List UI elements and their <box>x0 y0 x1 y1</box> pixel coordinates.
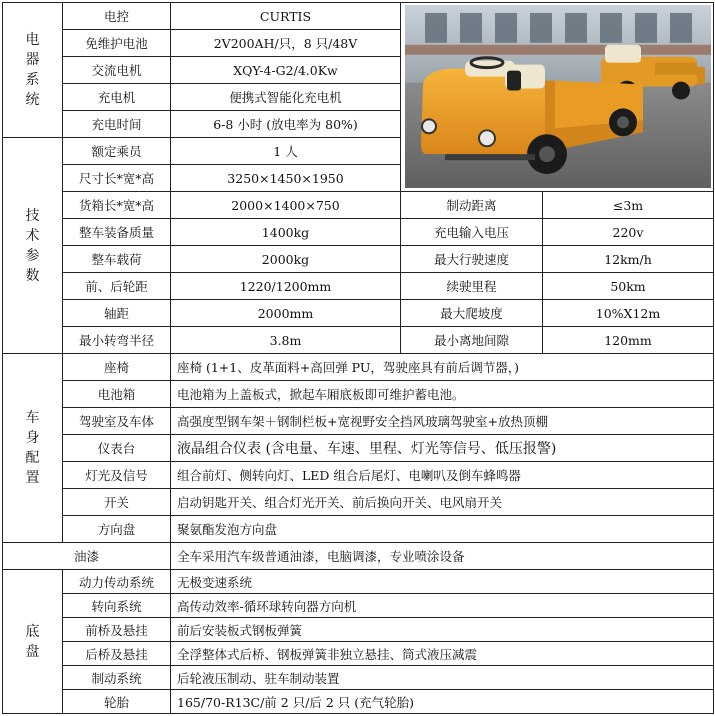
spec-value-2: 10%X12m <box>542 299 714 327</box>
spec-label-2: 最小离地间隙 <box>400 326 543 354</box>
spec-value: 聚氨酯发泡方向盘 <box>170 515 714 543</box>
spec-value: 电池箱为上盖板式，掀起车厢底板即可维护蓄电池。 <box>170 380 714 408</box>
spec-label: 电控 <box>62 2 171 30</box>
spec-label: 整车装备质量 <box>62 218 171 246</box>
spec-label: 充电时间 <box>62 110 171 138</box>
spec-label: 转向系统 <box>62 593 171 618</box>
spec-value: 1220/1200mm <box>170 272 401 300</box>
group-electrical-char: 电 <box>25 32 40 48</box>
spec-value: 3250×1450×1950 <box>170 164 401 192</box>
spec-label-2: 充电输入电压 <box>400 218 543 246</box>
group-technical-char: 参 <box>25 247 40 264</box>
spec-value: 1400kg <box>170 218 401 246</box>
spec-value: 全浮整体式后桥、钢板弹簧非独立悬挂、筒式液压减震 <box>170 641 714 666</box>
group-chassis-char: 底 <box>25 623 40 640</box>
spec-value: 高强度型钢车架＋钢制栏板+宽视野安全挡风玻璃驾驶室+放热顶棚 <box>170 407 714 435</box>
group-technical-char: 技 <box>25 207 40 224</box>
spec-value: XQY-4-G2/4.0Kw <box>170 56 401 84</box>
spec-value-2: 120mm <box>542 326 714 354</box>
spec-value: 后轮液压制动、驻车制动装置 <box>170 665 714 690</box>
spec-value: 液晶组合仪表 (含电量、车速、里程、灯光等信号、低压报警) <box>170 434 714 462</box>
spec-label: 轴距 <box>62 299 171 327</box>
spec-label: 后桥及悬挂 <box>62 641 171 666</box>
paint-label: 油漆 <box>2 542 171 570</box>
spec-value: 165/70-R13C/前 2 只/后 2 只 (充气轮胎) <box>170 689 714 714</box>
spec-value: 组合前灯、侧转向灯、LED 组合后尾灯、电喇叭及倒车蜂鸣器 <box>170 461 714 489</box>
group-chassis-char: 盘 <box>25 643 40 660</box>
spec-label-2: 最大行驶速度 <box>400 245 543 273</box>
spec-label: 电池箱 <box>62 380 171 408</box>
spec-value: 2000×1400×750 <box>170 191 401 219</box>
spec-value-2: 50km <box>542 272 714 300</box>
spec-label: 最小转弯半径 <box>62 326 171 354</box>
spec-label: 动力传动系统 <box>62 569 171 594</box>
spec-value: 无极变速系统 <box>170 569 714 594</box>
spec-value: 6-8 小时 (放电率为 80%) <box>170 110 401 138</box>
spec-value: 1 人 <box>170 137 401 165</box>
spec-value: 3.8m <box>170 326 401 354</box>
group-technical <box>2 137 63 354</box>
spec-label: 交流电机 <box>62 56 171 84</box>
spec-label: 前、后轮距 <box>62 272 171 300</box>
paint-value: 全车采用汽车级普通油漆，电脑调漆，专业喷涂设备 <box>170 542 714 570</box>
spec-label: 充电机 <box>62 83 171 111</box>
spec-label: 货箱长*宽*高 <box>62 191 171 219</box>
spec-value: 高传动效率-循环球转向器方向机 <box>170 593 714 618</box>
group-chassis <box>2 569 63 714</box>
spec-label: 轮胎 <box>62 689 171 714</box>
spec-value-2: ≤3m <box>542 191 714 219</box>
spec-value: 2000kg <box>170 245 401 273</box>
group-body-char: 车 <box>25 410 40 426</box>
spec-label: 驾驶室及车体 <box>62 407 171 435</box>
vehicle-photo-image <box>405 5 711 188</box>
group-body <box>2 353 63 543</box>
group-electrical-char: 统 <box>25 92 40 108</box>
spec-value: CURTIS <box>170 2 401 30</box>
group-electrical <box>2 2 63 138</box>
spec-label: 尺寸长*宽*高 <box>62 164 171 192</box>
group-body-char: 置 <box>25 470 40 486</box>
group-technical-char: 术 <box>25 227 40 244</box>
spec-label-2: 制动距离 <box>400 191 543 219</box>
group-body-char: 身 <box>25 430 40 446</box>
group-technical-char: 数 <box>25 267 40 284</box>
spec-label: 座椅 <box>62 353 171 381</box>
spec-label: 制动系统 <box>62 665 171 690</box>
spec-label: 免维护电池 <box>62 29 171 57</box>
spec-label: 额定乘员 <box>62 137 171 165</box>
spec-label: 仪表台 <box>62 434 171 462</box>
spec-value: 2V200AH/只，8 只/48V <box>170 29 401 57</box>
group-body-char: 配 <box>25 450 40 466</box>
spec-value: 座椅 (1+1、皮革面料+高回弹 PU，驾驶座具有前后调节器，) <box>170 353 714 381</box>
spec-value-2: 220v <box>542 218 714 246</box>
spec-value: 2000mm <box>170 299 401 327</box>
spec-label: 整车载荷 <box>62 245 171 273</box>
spec-label: 方向盘 <box>62 515 171 543</box>
spec-value-2: 12km/h <box>542 245 714 273</box>
spec-value: 便携式智能化充电机 <box>170 83 401 111</box>
spec-label: 灯光及信号 <box>62 461 171 489</box>
group-electrical-char: 系 <box>25 72 40 88</box>
spec-label-2: 最大爬坡度 <box>400 299 543 327</box>
spec-label: 前桥及悬挂 <box>62 617 171 642</box>
vehicle-photo <box>405 5 711 188</box>
group-electrical-char: 器 <box>25 52 40 68</box>
spec-value: 前后安装板式钢板弹簧 <box>170 617 714 642</box>
spec-label-2: 续驶里程 <box>400 272 543 300</box>
spec-label: 开关 <box>62 488 171 516</box>
spec-value: 启动钥匙开关、组合灯光开关、前后换向开关、电风扇开关 <box>170 488 714 516</box>
